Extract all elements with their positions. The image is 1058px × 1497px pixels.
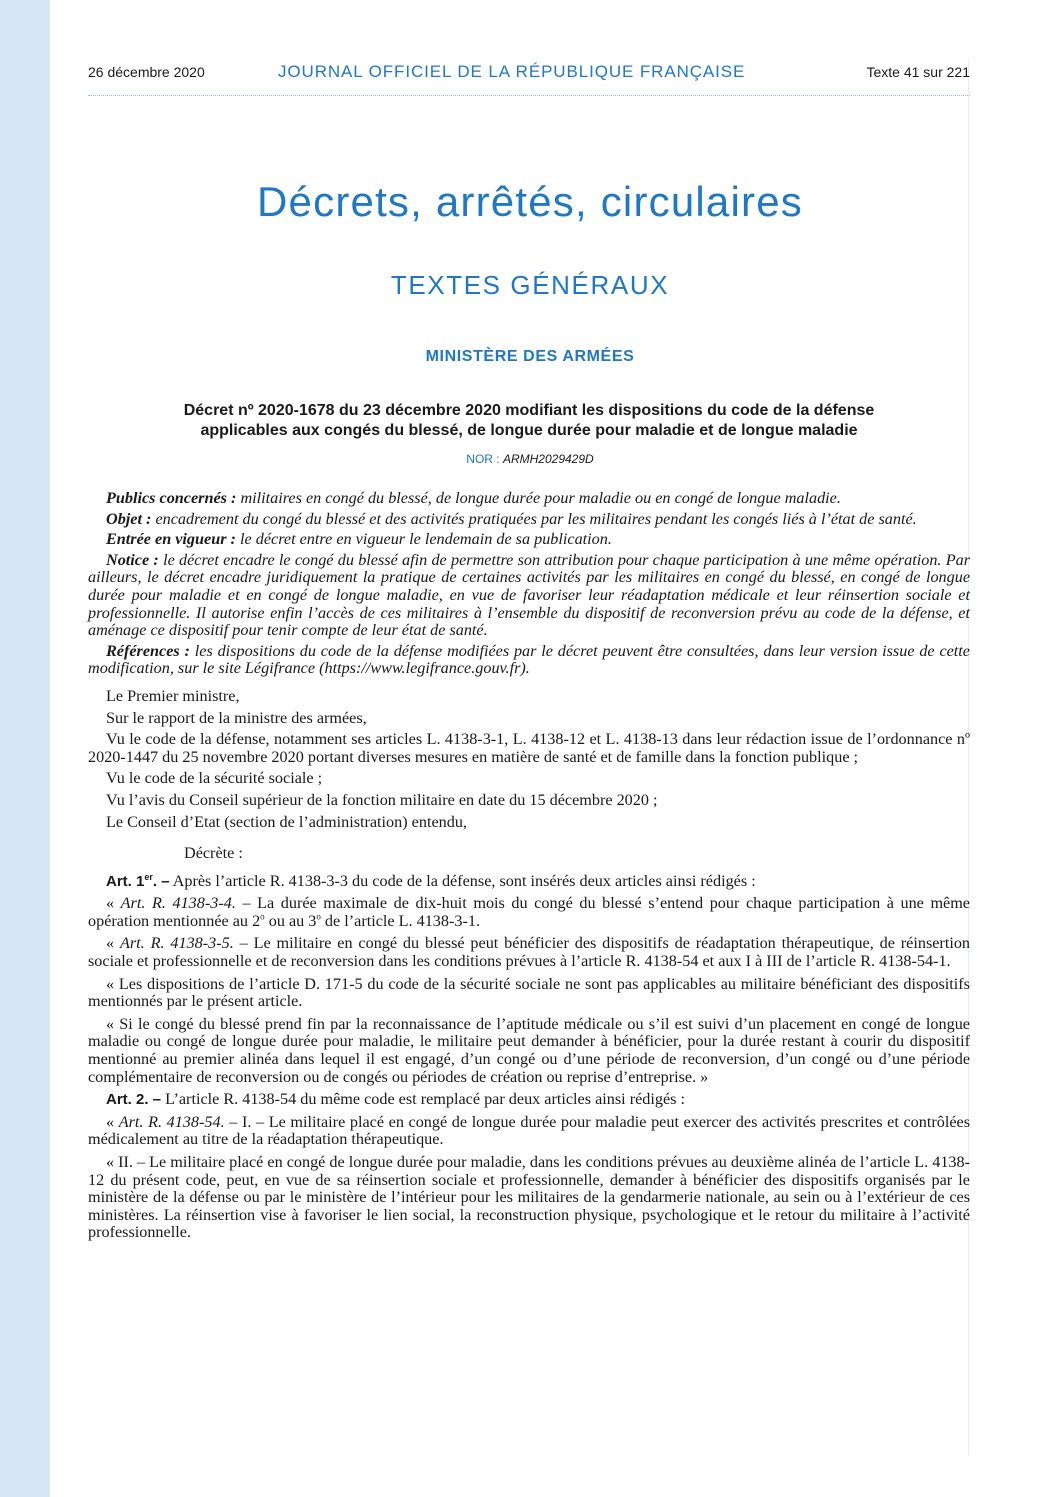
decree-body	[88, 490, 970, 1247]
article-1-para-3: « Les dispositions de l’article D. 171-5 du code de la sécurité sociale ne sont pas applicables au militaire bénéficiant des dispositifs mentionnés par le présent article.	[88, 974, 970, 1011]
notice-references	[88, 643, 970, 678]
article-1-para-4: « Si le congé du blessé prend fin par la reconnaissance de l’aptitude médicale ou s’il est suivi d’un placement en congé de longue maladie ou congé de longue durée pour maladie, le militaire peut demander à bénéficier, pour la durée restant à courir du dispositif mentionné au premier alinéa dans lequel il est engagé, d’un congé ou d’une période de reconversion, d’un congé ou d’une période complémentaire de reconversion ou de congés ou périodes de création ou reprise d’entreprise. »	[88, 1014, 970, 1086]
vu-code-defense: Vu le code de la défense, notamment ses articles L. 4138-3-1, L. 4138-12 et L. 4138-13 dans leur rédaction issue de l’ordonnance nº 2020-1447 du 25 novembre 2020 portant diverses mesures en matière de santé et de famille dans la fonction publique ;	[88, 730, 970, 766]
nor-value: ARMH2029429D	[502, 452, 594, 466]
header-date: 26 décembre 2020	[88, 64, 205, 80]
para-text: – La durée maximale de dix-huit mois du congé du blessé s’entend pour chaque participation à une même opération mentionnée au 2	[88, 894, 970, 930]
notice-label: Références :	[106, 641, 190, 660]
text-number: Texte 41 sur 221	[866, 64, 970, 80]
page-header	[88, 60, 970, 86]
article-sup: er	[144, 871, 153, 882]
notice-entree	[88, 531, 970, 549]
article-heading: Art. 2. –	[106, 1091, 162, 1109]
notice-text: le décret entre en vigueur le lendemain de sa publication.	[235, 530, 612, 549]
ministry-title: MINISTÈRE DES ARMÉES	[425, 348, 635, 365]
vu-avis: Vu l’avis du Conseil supérieur de la fonction militaire en date du 15 décembre 2020 ;	[106, 790, 658, 809]
decree-title	[88, 401, 970, 441]
article-ref: Art. R. 4138-3-5.	[119, 934, 234, 953]
notice-publics	[88, 490, 970, 508]
para-text: ou au 3	[264, 911, 317, 930]
journal-title: JOURNAL OFFICIEL DE LA RÉPUBLIQUE FRANÇAISE	[278, 62, 746, 81]
decree-title-line: applicables aux congés du blessé, de longue durée pour maladie et de longue maladie	[200, 422, 858, 439]
notice-label: Objet :	[106, 509, 152, 528]
article-heading	[106, 873, 170, 890]
para-text: – I. – Le militaire placé en congé de longue durée pour maladie peut exercer des activités prescrites et contrôlées médicalement au titre de la réadaptation thérapeutique.	[88, 1112, 971, 1149]
nor-reference	[50, 452, 1010, 466]
vu-securite-sociale: Vu le code de la sécurité sociale ;	[106, 769, 323, 788]
article-intro-text: Après l’article R. 4138-3-3 du code de la défense, sont insérés deux articles ainsi rédigés :	[169, 871, 756, 890]
article-ref: Art. R. 4138-54.	[118, 1112, 225, 1131]
article-label: Art. 1	[106, 872, 145, 890]
article-1-intro	[88, 873, 970, 891]
notice-text: militaires en congé du blessé, de longue durée pour maladie ou en congé de longue maladie.	[236, 489, 841, 507]
ordinal-sup: o	[316, 911, 321, 922]
notice-notice	[88, 552, 970, 640]
ordinal-sup: o	[260, 911, 265, 922]
notice-label: Notice :	[106, 550, 159, 569]
article-1-para-2	[88, 935, 970, 970]
header-divider	[88, 95, 970, 97]
notice-text: encadrement du congé du blessé et des activités pratiquées par les militaires pendant les congés liés à l’état de santé.	[151, 509, 917, 528]
decrete: Décrète :	[184, 844, 243, 863]
article-dash: . –	[152, 872, 170, 890]
page-title: Décrets, arrêtés, circulaires	[257, 178, 803, 225]
notice-objet	[88, 511, 970, 529]
article-intro-text: L’article R. 4138-54 du même code est remplacé par deux articles ainsi rédigés :	[161, 1090, 685, 1109]
article-1-para-1	[88, 895, 970, 930]
nor-label: NOR :	[466, 452, 503, 466]
article-2-para-2: « II. – Le militaire placé en congé de longue durée pour maladie, dans les conditions prévues au deuxième alinéa de l’article L. 4138-12 du présent code, peut, en vue de sa réinsertion sociale et professionnelle, demander à bénéficier des dispositifs organisés par le ministère de la défense ou par le ministère de l’intérieur pour les militaires de la gendarmerie nationale, au sein ou à l’extérieur de ces ministères. La réinsertion vise à favoriser le lien social, la reconstruction physique, psychologique et le retour du militaire à l’activité professionnelle.	[88, 1153, 970, 1242]
quote-mark: «	[106, 1112, 119, 1131]
notice-label: Entrée en vigueur :	[106, 530, 236, 549]
section-title: TEXTES GÉNÉRAUX	[390, 270, 670, 300]
conseil-etat: Le Conseil d’Etat (section de l’administration) entendu,	[106, 812, 467, 831]
left-margin-band	[0, 0, 50, 1497]
article-2-para-1	[88, 1114, 970, 1149]
para-text: de l’article L. 4138-3-1.	[320, 911, 480, 930]
rapport: Sur le rapport de la ministre des armées,	[106, 708, 367, 727]
decree-title-line: Décret nº 2020-1678 du 23 décembre 2020 modifiant les dispositions du code de la défense	[183, 402, 875, 419]
notice-text: le décret encadre le congé du blessé afin de permettre son attribution pour chaque participation à une même opération. Par ailleurs, le décret encadre juridiquement la pratique de certaines activités par les militaires en congé du blessé, en congé de longue durée pour maladie et en congé de longue maladie, en vue de favoriser leur réadaptation médicale et leur réinsertion sociale et professionnelle. Il autorise enfin l’accès de ces militaires à l’ensemble du dispositif de reconversion prévu au code de la défense, et aménage ce dispositif pour tenir compte de leur état de santé.	[88, 550, 971, 640]
premier-ministre: Le Premier ministre,	[106, 686, 240, 705]
para-text: – Le militaire en congé du blessé peut bénéficier des dispositifs de réadaptation thérapeutique, de réinsertion sociale et professionnelle et de reconversion dans les conditions prévues à l’article R. 4138-54 et aux I à III de l’article R. 4138-54-1.	[88, 934, 971, 971]
notice-text: les dispositions du code de la défense modifiées par le décret peuvent être consultées, dans leur version issue de cette modification, sur le site Légifrance (https://www.legifrance.gouv.fr).	[88, 641, 970, 678]
quote-mark: «	[106, 934, 120, 953]
notice-label: Publics concernés :	[106, 489, 237, 507]
quote-mark: «	[106, 894, 121, 913]
article-2-intro	[88, 1091, 970, 1109]
article-ref: Art. R. 4138-3-4.	[120, 894, 236, 913]
